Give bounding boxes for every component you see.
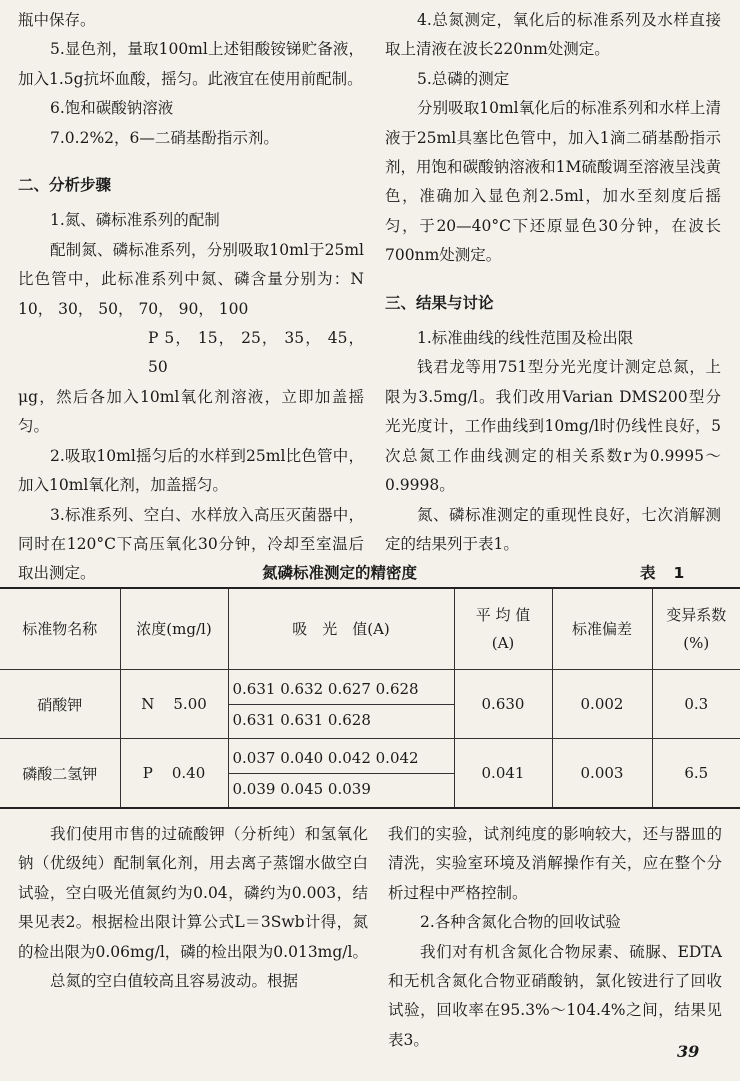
paragraph: 氮、磷标准测定的重现性良好，七次消解测定的结果列于表1。 <box>385 505 721 553</box>
paragraph: 总氮的空白值较高且容易波动。根据 <box>50 972 299 991</box>
section-heading: 三、结果与讨论 <box>385 293 494 312</box>
paragraph: 分别吸取10ml氧化后的标准系列和水样上清液于25ml具塞比色管中，加入1滴二硝基酚指示剂，用饱和碳酸钠溶液和1M硫酸调至溶液呈浅黄色，准确加入显色剂2.5ml，加水至刻度后摇匀，于20—40°C下还原显色30分钟，在波长700nm处测定。 <box>385 99 721 265</box>
subheading: 2.各种含氮化合物的回收试验 <box>420 913 621 932</box>
abs-line1: 0.037 0.040 0.042 0.042 <box>232 748 419 767</box>
header-absorbance: 吸 光 值(A) <box>228 588 454 670</box>
cell-conc-value: 5.00 <box>173 695 207 713</box>
table-header-row <box>0 588 740 670</box>
cell-name: 磷酸二氢钾 <box>0 739 120 809</box>
paragraph: 4.总氮测定，氧化后的标准系列及水样直接取上清液在波长220nm处测定。 <box>385 11 721 59</box>
bottom-right-column <box>388 820 722 1055</box>
cell-name: 硝酸钾 <box>0 670 120 739</box>
abs-line2: 0.039 0.045 0.039 <box>229 773 454 804</box>
subheading: 1.氮、磷标准系列的配制 <box>50 211 220 230</box>
paragraph: 2.吸取10ml摇匀后的水样到25ml比色管中，加入10ml氧化剂，加盖摇匀。 <box>18 446 364 495</box>
table-number: 1 <box>673 564 685 582</box>
header-name: 标准物名称 <box>0 588 120 670</box>
cell-mean: 0.041 <box>454 739 552 809</box>
cell-concentration <box>120 739 228 809</box>
paragraph: μg，然后各加入10ml氧化剂溶液，立即加盖摇匀。 <box>18 387 364 436</box>
abs-line2: 0.631 0.631 0.628 <box>229 704 454 735</box>
p-values-line: P 5， 15， 25， 35， 45， 50 <box>148 329 364 377</box>
abs-line1: 0.631 0.632 0.627 0.628 <box>232 679 419 698</box>
page-number: 39 <box>677 1042 700 1061</box>
cell-conc-value: 0.40 <box>171 764 206 782</box>
paragraph: 6.饱和碳酸钠溶液 <box>50 99 174 118</box>
left-column <box>18 6 364 589</box>
section-heading: 二、分析步骤 <box>18 176 112 195</box>
paragraph: 瓶中保存。 <box>18 11 96 29</box>
paragraph: 7.0.2%2，6—二硝基酚指示剂。 <box>50 128 279 147</box>
cell-cv: 0.3 <box>652 670 740 739</box>
paragraph: 钱君龙等用751型分光光度计测定总氮，上限为3.5mg/l。我们改用Varian DMS200型分光光度计，工作曲线到10mg/l时仍线性良好，5次总氮工作曲线测定的相关系数r为0.9995～0.9998。 <box>385 358 721 495</box>
cell-absorbance <box>228 739 454 809</box>
subheading: 1.标准曲线的线性范围及检出限 <box>417 329 634 348</box>
table-label <box>640 561 684 583</box>
table-label-text: 表 <box>640 564 656 582</box>
paragraph: 我们对有机含氮化合物尿素、硫脲、EDTA和无机含氮化合物亚硝酸钠，氯化铵进行了回收试验，回收率在95.3%～104.4%之间，结果见表3。 <box>388 942 722 1049</box>
paragraph: 5.显色剂，量取100ml上述钼酸铵锑贮备液，加入1.5g抗坏血酸，摇匀。此液宜在使用前配制。 <box>18 40 364 88</box>
header-cv <box>652 588 740 670</box>
header-concentration: 浓度(mg/l) <box>120 588 228 670</box>
paragraph: 我们的实验，试剂纯度的影响较大，还与器皿的清洗，实验室环境及消解操作有关，应在整个分析过程中严格控制。 <box>388 825 722 902</box>
cell-element: P <box>142 764 153 782</box>
bottom-left-column <box>18 820 368 996</box>
header-mean <box>454 588 552 670</box>
header-cv-line1: 变异系数 <box>666 606 727 624</box>
cell-mean: 0.630 <box>454 670 552 739</box>
cell-concentration <box>120 670 228 739</box>
table-title: 氮磷标准测定的精密度 <box>262 564 418 582</box>
header-sd: 标准偏差 <box>552 588 652 670</box>
cell-sd: 0.002 <box>552 670 652 739</box>
table-caption <box>0 561 740 585</box>
paragraph: 配制氮、磷标准系列，分别吸取10ml于25ml比色管中，此标准系列中氮、磷含量分别为：N 10， 30， 50， 70， 90， 100 <box>18 240 364 318</box>
cell-sd: 0.003 <box>552 739 652 809</box>
table-row <box>0 670 740 739</box>
paragraph: 3.标准系列、空白、水样放入高压灭菌器中，同时在120°C下高压氧化30分钟，冷却至室温后取出测定。 <box>18 505 364 583</box>
cell-absorbance <box>228 670 454 739</box>
right-column <box>385 6 721 559</box>
cell-cv: 6.5 <box>652 739 740 809</box>
header-mean-line1: 平 均 值 <box>475 606 531 624</box>
precision-table <box>0 587 740 809</box>
paragraph: 我们使用市售的过硫酸钾（分析纯）和氢氧化钠（优级纯）配制氧化剂，用去离子蒸馏水做空白试验，空白吸光值氮约为0.04，磷约为0.003，结果见表2。根据检出限计算公式L＝3Swb计得，氮的检出限为0.06mg/l，磷的检出限为0.013mg/l。 <box>18 825 368 961</box>
subheading: 5.总磷的测定 <box>417 69 510 88</box>
header-cv-line2: (%) <box>683 634 710 652</box>
cell-element: N <box>141 695 155 713</box>
table-row <box>0 739 740 809</box>
header-mean-line2: (A) <box>491 634 515 652</box>
